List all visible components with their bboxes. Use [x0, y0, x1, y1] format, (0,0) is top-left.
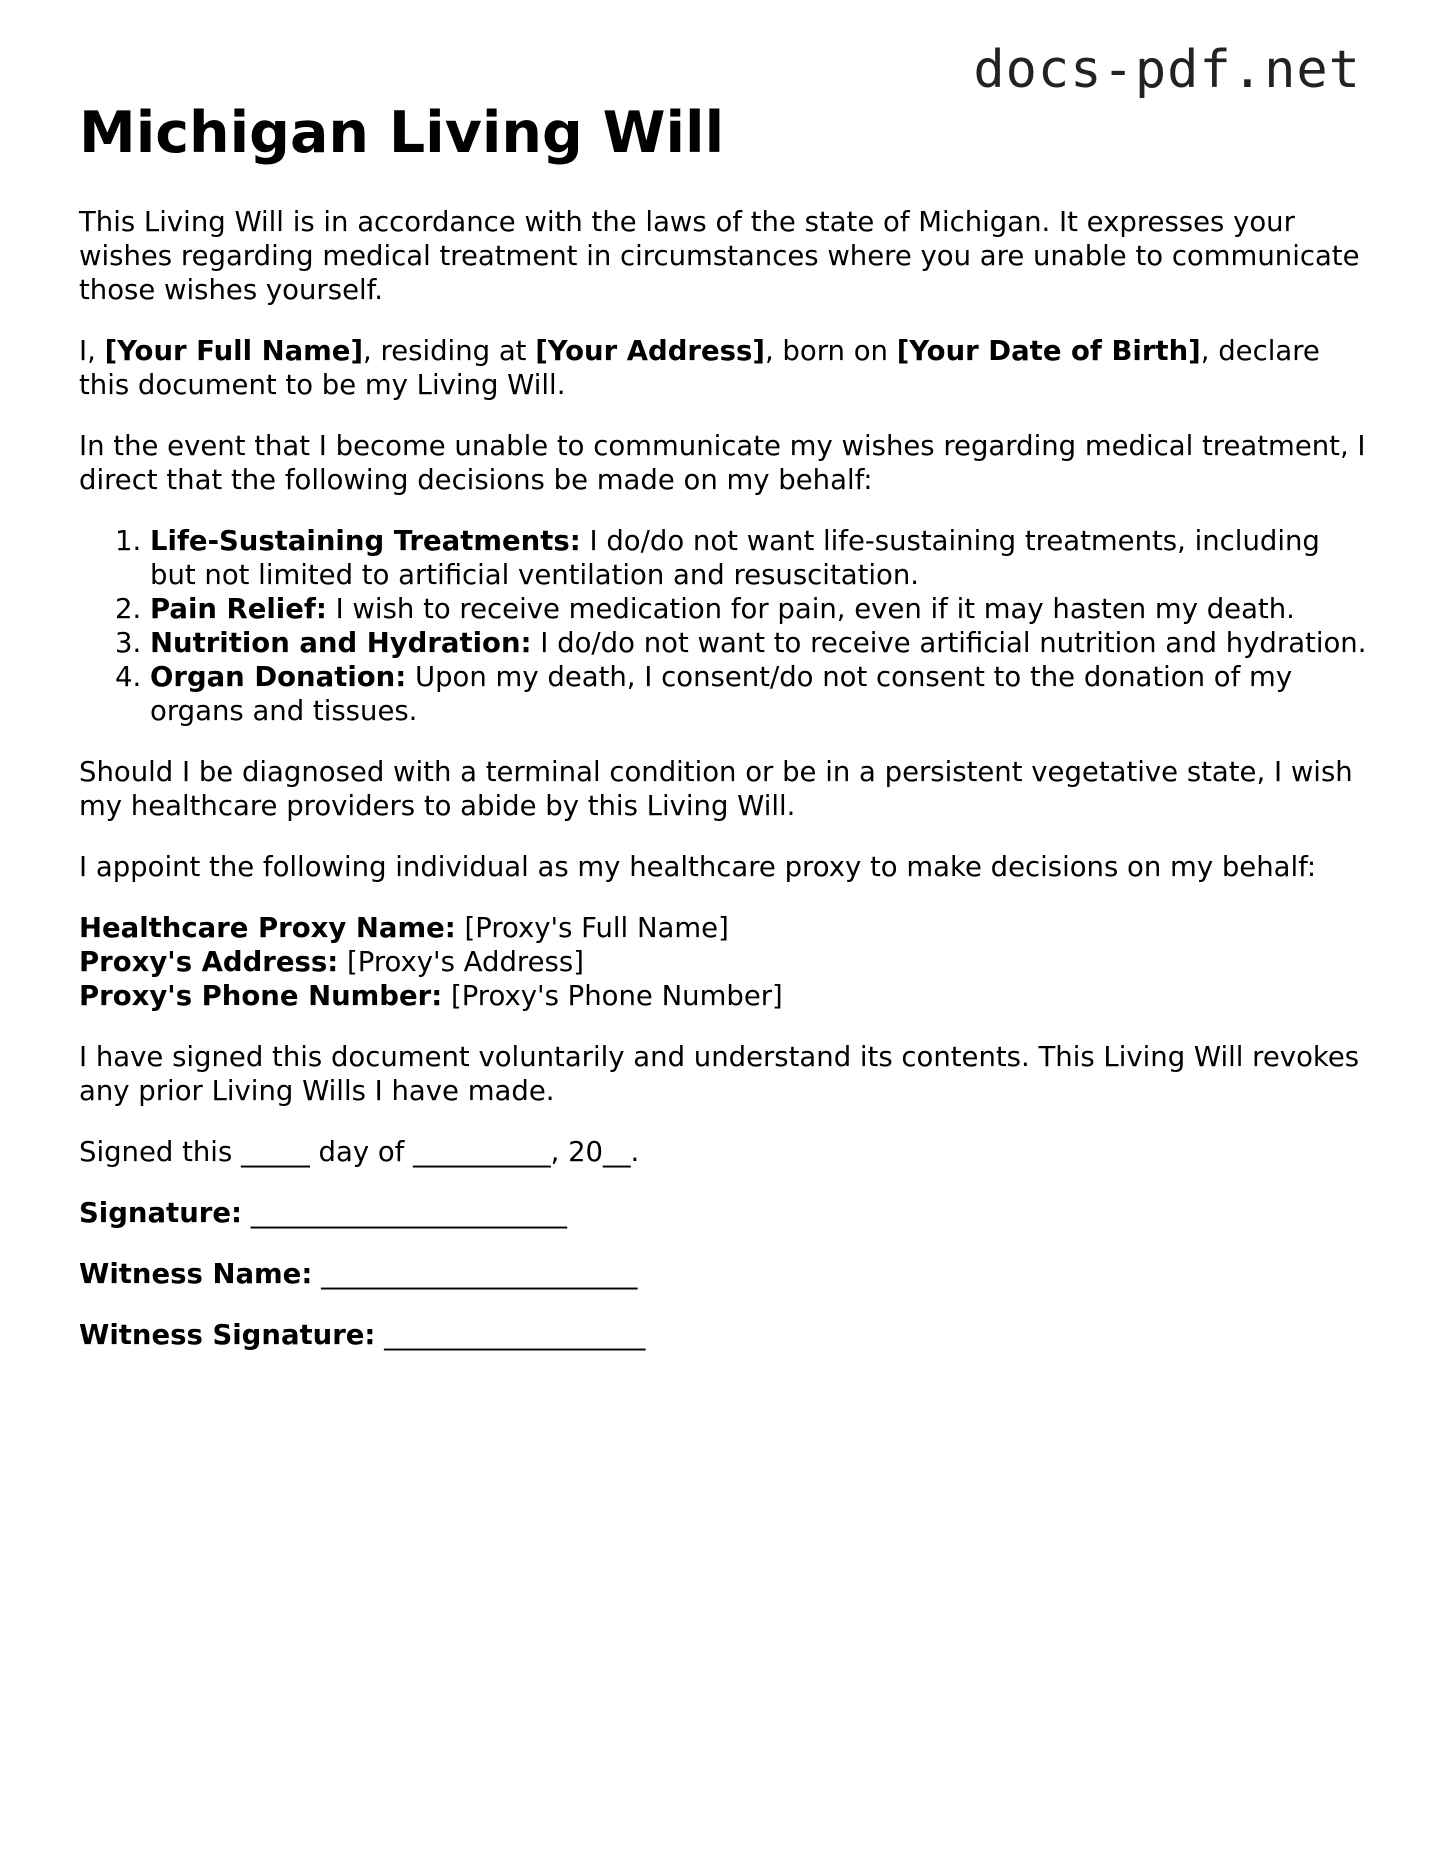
- witness-name-label: Witness Name:: [79, 1257, 313, 1290]
- document-page: [79, 102, 1369, 1379]
- decision-text: I do/do not want life-sustaining treatments, including but not limited to artificial ventilation and resuscitation.: [150, 524, 1320, 591]
- proxy-address-label: Proxy's Address:: [79, 945, 339, 978]
- decisions-list: [79, 524, 1369, 728]
- proxy-intro: I appoint the following individual as my healthcare proxy to make decisions on my behalf:: [79, 850, 1317, 883]
- decision-label: Pain Relief:: [150, 592, 327, 625]
- proxy-name-value: [Proxy's Full Name]: [455, 911, 729, 944]
- signature-blank: _______________________: [242, 1196, 567, 1229]
- witness-name-blank: _______________________: [312, 1257, 638, 1290]
- witness-signature-label: Witness Signature:: [79, 1318, 376, 1351]
- declaration-prefix: I,: [79, 334, 105, 367]
- terminal-clause: Should I be diagnosed with a terminal condition or be in a persistent vegetative state, I wish my healthcare providers to abide by this Living Will.: [79, 755, 1353, 822]
- decision-text: I do/do not want to receive artificial nutrition and hydration.: [531, 626, 1367, 659]
- witness-signature-line: [79, 1318, 1369, 1352]
- decision-label: Organ Donation:: [150, 660, 407, 693]
- decision-item-life-sustaining: [150, 524, 1369, 592]
- decision-item-pain-relief: [150, 592, 1369, 626]
- signature-line: [79, 1196, 1369, 1230]
- closing-paragraph: I have signed this document voluntarily and understand its contents. This Living Will revokes any prior Living Wills I have made.: [79, 1040, 1360, 1107]
- address-placeholder: [Your Address]: [535, 334, 765, 367]
- declaration-suffix: , declare this document to be my Living Will.: [79, 334, 1320, 401]
- dob-placeholder: [Your Date of Birth]: [896, 334, 1201, 367]
- intro-paragraph: This Living Will is in accordance with the laws of the state of Michigan. It expresses your wishes regarding medical treatment in circumstances where you are unable to communicate those wishes yourself.: [79, 205, 1360, 306]
- decision-label: Life-Sustaining Treatments:: [150, 524, 581, 557]
- declaration-paragraph: [79, 334, 1369, 402]
- signed-date-line: Signed this _____ day of __________, 20__.: [79, 1135, 640, 1168]
- proxy-address-value: [Proxy's Address]: [338, 945, 584, 978]
- decision-label: Nutrition and Hydration:: [150, 626, 532, 659]
- witness-signature-blank: ___________________: [375, 1318, 646, 1351]
- proxy-details: [79, 911, 1369, 1013]
- document-title: Michigan Living Will: [79, 100, 725, 166]
- declaration-mid-1: , residing at: [363, 334, 536, 367]
- proxy-name-label: Healthcare Proxy Name:: [79, 911, 456, 944]
- decision-text: I wish to receive medication for pain, even if it may hasten my death.: [326, 592, 1295, 625]
- proxy-name-line: [79, 911, 1369, 945]
- watermark: docs-pdf.net: [973, 40, 1361, 100]
- proxy-phone-line: [79, 979, 1369, 1013]
- witness-name-line: [79, 1257, 1369, 1291]
- declaration-mid-2: , born on: [764, 334, 897, 367]
- directive-intro: In the event that I become unable to communicate my wishes regarding medical treatment, I direct that the following decisions be made on my behalf:: [79, 429, 1366, 496]
- decision-item-organ-donation: [150, 660, 1369, 728]
- proxy-phone-label: Proxy's Phone Number:: [79, 979, 443, 1012]
- full-name-placeholder: [Your Full Name]: [104, 334, 364, 367]
- decision-text: Upon my death, I consent/do not consent to the donation of my organs and tissues.: [150, 660, 1293, 727]
- proxy-address-line: [79, 945, 1369, 979]
- decision-item-nutrition: [150, 626, 1369, 660]
- proxy-phone-value: [Proxy's Phone Number]: [442, 979, 783, 1012]
- signature-label: Signature:: [79, 1196, 242, 1229]
